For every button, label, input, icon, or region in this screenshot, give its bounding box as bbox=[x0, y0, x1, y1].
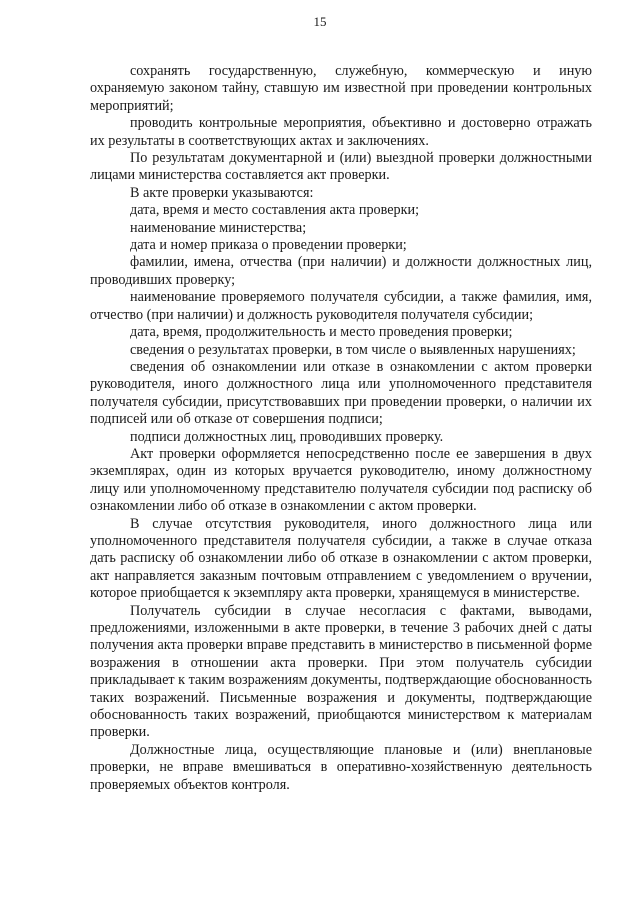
paragraph: сохранять государственную, служебную, коммерческую и иную охраняемую законом тайну, ставшую им известной при проведении контрольных мероприятий; bbox=[90, 63, 592, 114]
paragraph: дата, время, продолжительность и место проведения проверки; bbox=[130, 324, 513, 341]
paragraph: дата и номер приказа о проведении проверки; bbox=[130, 237, 407, 254]
paragraph: наименование проверяемого получателя субсидии, а также фамилия, имя, отчество (при наличии) и должность руководителя получателя субсидии; bbox=[90, 289, 592, 323]
paragraph: дата, время и место составления акта проверки; bbox=[130, 202, 420, 219]
paragraph: Получатель субсидии в случае несогласия с фактами, выводами, предложениями, изложенными в акте проверки, в течение 3 рабочих дней с даты получения акта проверки вправе представить в министерство в письменной форме возражения в отношении акта проверки. При этом получатель субсидии прикладывает к таким возражениям документы, подтверждающие обоснованность таких возражений. Письменные возражения и документы, подтверждающие обоснованность таких возражений, приобщаются министерством к материалам проверки. bbox=[90, 602, 592, 741]
paragraph: наименование министерства; bbox=[130, 219, 307, 236]
paragraph: сведения об ознакомлении или отказе в ознакомлении с актом проверки руководителя, иного должностного лица или уполномоченного представителя получателя субсидии, присутствовавших при проведении проверки, о наличии их подписей или об отказе от совершения подписи; bbox=[90, 358, 592, 428]
paragraph: сведения о результатах проверки, в том числе о выявленных нарушениях; bbox=[130, 341, 576, 358]
paragraph: проводить контрольные мероприятия, объективно и достоверно отражать их результаты в соответствующих актах и заключениях. bbox=[90, 115, 592, 149]
paragraph: В акте проверки указываются: bbox=[130, 184, 314, 201]
page-number: 15 bbox=[313, 14, 327, 29]
document-body bbox=[90, 63, 592, 794]
paragraph: фамилии, имена, отчества (при наличии) и должности должностных лиц, проводивших проверку; bbox=[90, 254, 592, 288]
paragraph: По результатам документарной и (или) выездной проверки должностными лицами министерства составляется акт проверки. bbox=[90, 150, 592, 184]
paragraph: Акт проверки оформляется непосредственно после ее завершения в двух экземплярах, один из которых вручается руководителю, иному должностному лицу или уполномоченному представителю получателя субсидии под расписку об ознакомлении либо об отказе в ознакомлении с актом проверки. bbox=[90, 445, 592, 515]
paragraph: подписи должностных лиц, проводивших проверку. bbox=[130, 428, 444, 445]
paragraph: В случае отсутствия руководителя, иного должностного лица или уполномоченного представителя получателя субсидии, а также в случае отказа дать расписку об ознакомлении либо об отказе в ознакомлении с актом проверки, акт направляется заказным почтовым отправлением с уведомлением о вручении, которое приобщается к экземпляру акта проверки, хранящемуся в министерстве. bbox=[90, 515, 592, 602]
paragraph: Должностные лица, осуществляющие плановые и (или) внеплановые проверки, не вправе вмешиваться в оперативно-хозяйственную деятельность проверяемых объектов контроля. bbox=[90, 741, 592, 793]
